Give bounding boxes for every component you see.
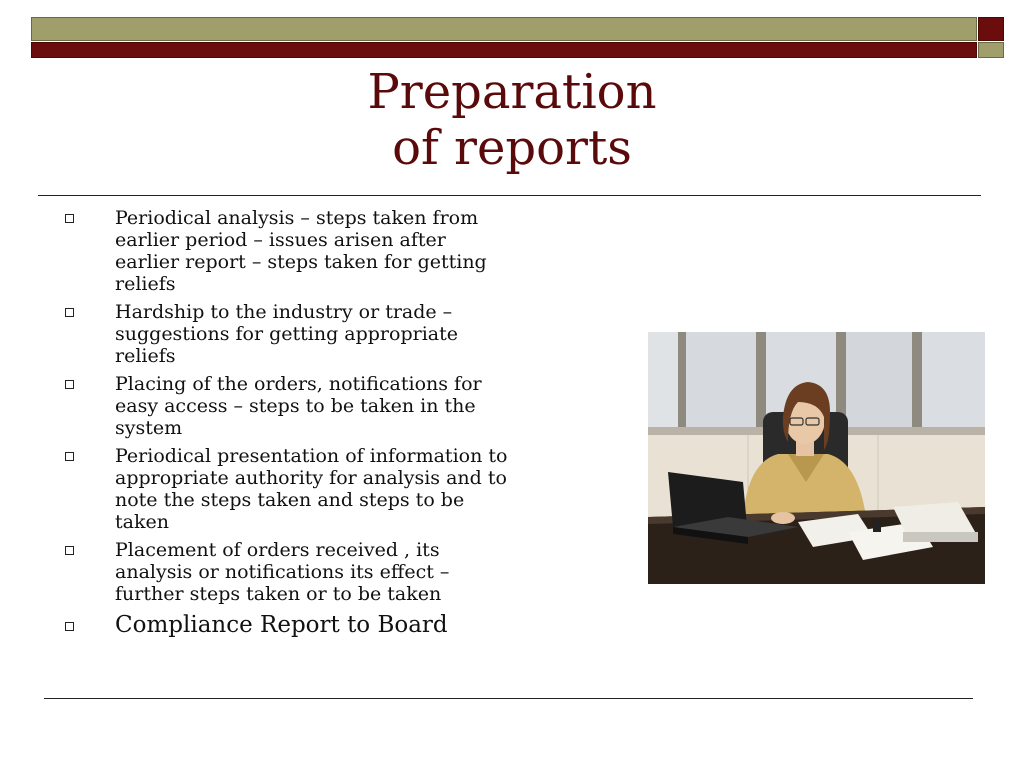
bullet-item bbox=[60, 445, 510, 533]
bullet-text: Periodical analysis – steps taken from earlier period – issues arisen after earlier report – steps taken for getting reliefs bbox=[115, 207, 487, 295]
square-bullet-icon bbox=[65, 452, 74, 461]
square-bullet-icon bbox=[65, 214, 74, 223]
square-bullet-icon bbox=[65, 380, 74, 389]
bullet-item bbox=[60, 611, 510, 639]
square-bullet-icon bbox=[65, 546, 74, 555]
bullet-text: Hardship to the industry or trade – suggestions for getting appropriate reliefs bbox=[115, 301, 458, 367]
top-divider bbox=[38, 195, 981, 196]
bullet-item bbox=[60, 539, 510, 605]
bottom-divider bbox=[44, 698, 973, 699]
bullet-list bbox=[60, 207, 510, 645]
slide-title bbox=[262, 64, 762, 176]
bullet-text: Compliance Report to Board bbox=[115, 612, 448, 638]
header-square-olive bbox=[978, 42, 1004, 58]
bullet-item bbox=[60, 207, 510, 295]
bullet-item bbox=[60, 301, 510, 367]
bullet-item bbox=[60, 373, 510, 439]
header-square-maroon bbox=[978, 17, 1004, 41]
office-worker-photo bbox=[648, 332, 985, 584]
header-bar-olive bbox=[31, 17, 977, 41]
bullet-text: Periodical presentation of information to appropriate authority for analysis and to note the steps taken and steps to be taken bbox=[115, 445, 508, 533]
bullet-text: Placement of orders received , its analysis or notifications its effect – further steps taken or to be taken bbox=[115, 539, 450, 605]
header-bar-maroon bbox=[31, 42, 977, 58]
square-bullet-icon bbox=[65, 622, 74, 631]
slide-title-line-2: of reports bbox=[392, 120, 632, 176]
square-bullet-icon bbox=[65, 308, 74, 317]
bullet-text: Placing of the orders, notifications for easy access – steps to be taken in the system bbox=[115, 373, 482, 439]
slide-title-line-1: Preparation bbox=[367, 64, 657, 120]
